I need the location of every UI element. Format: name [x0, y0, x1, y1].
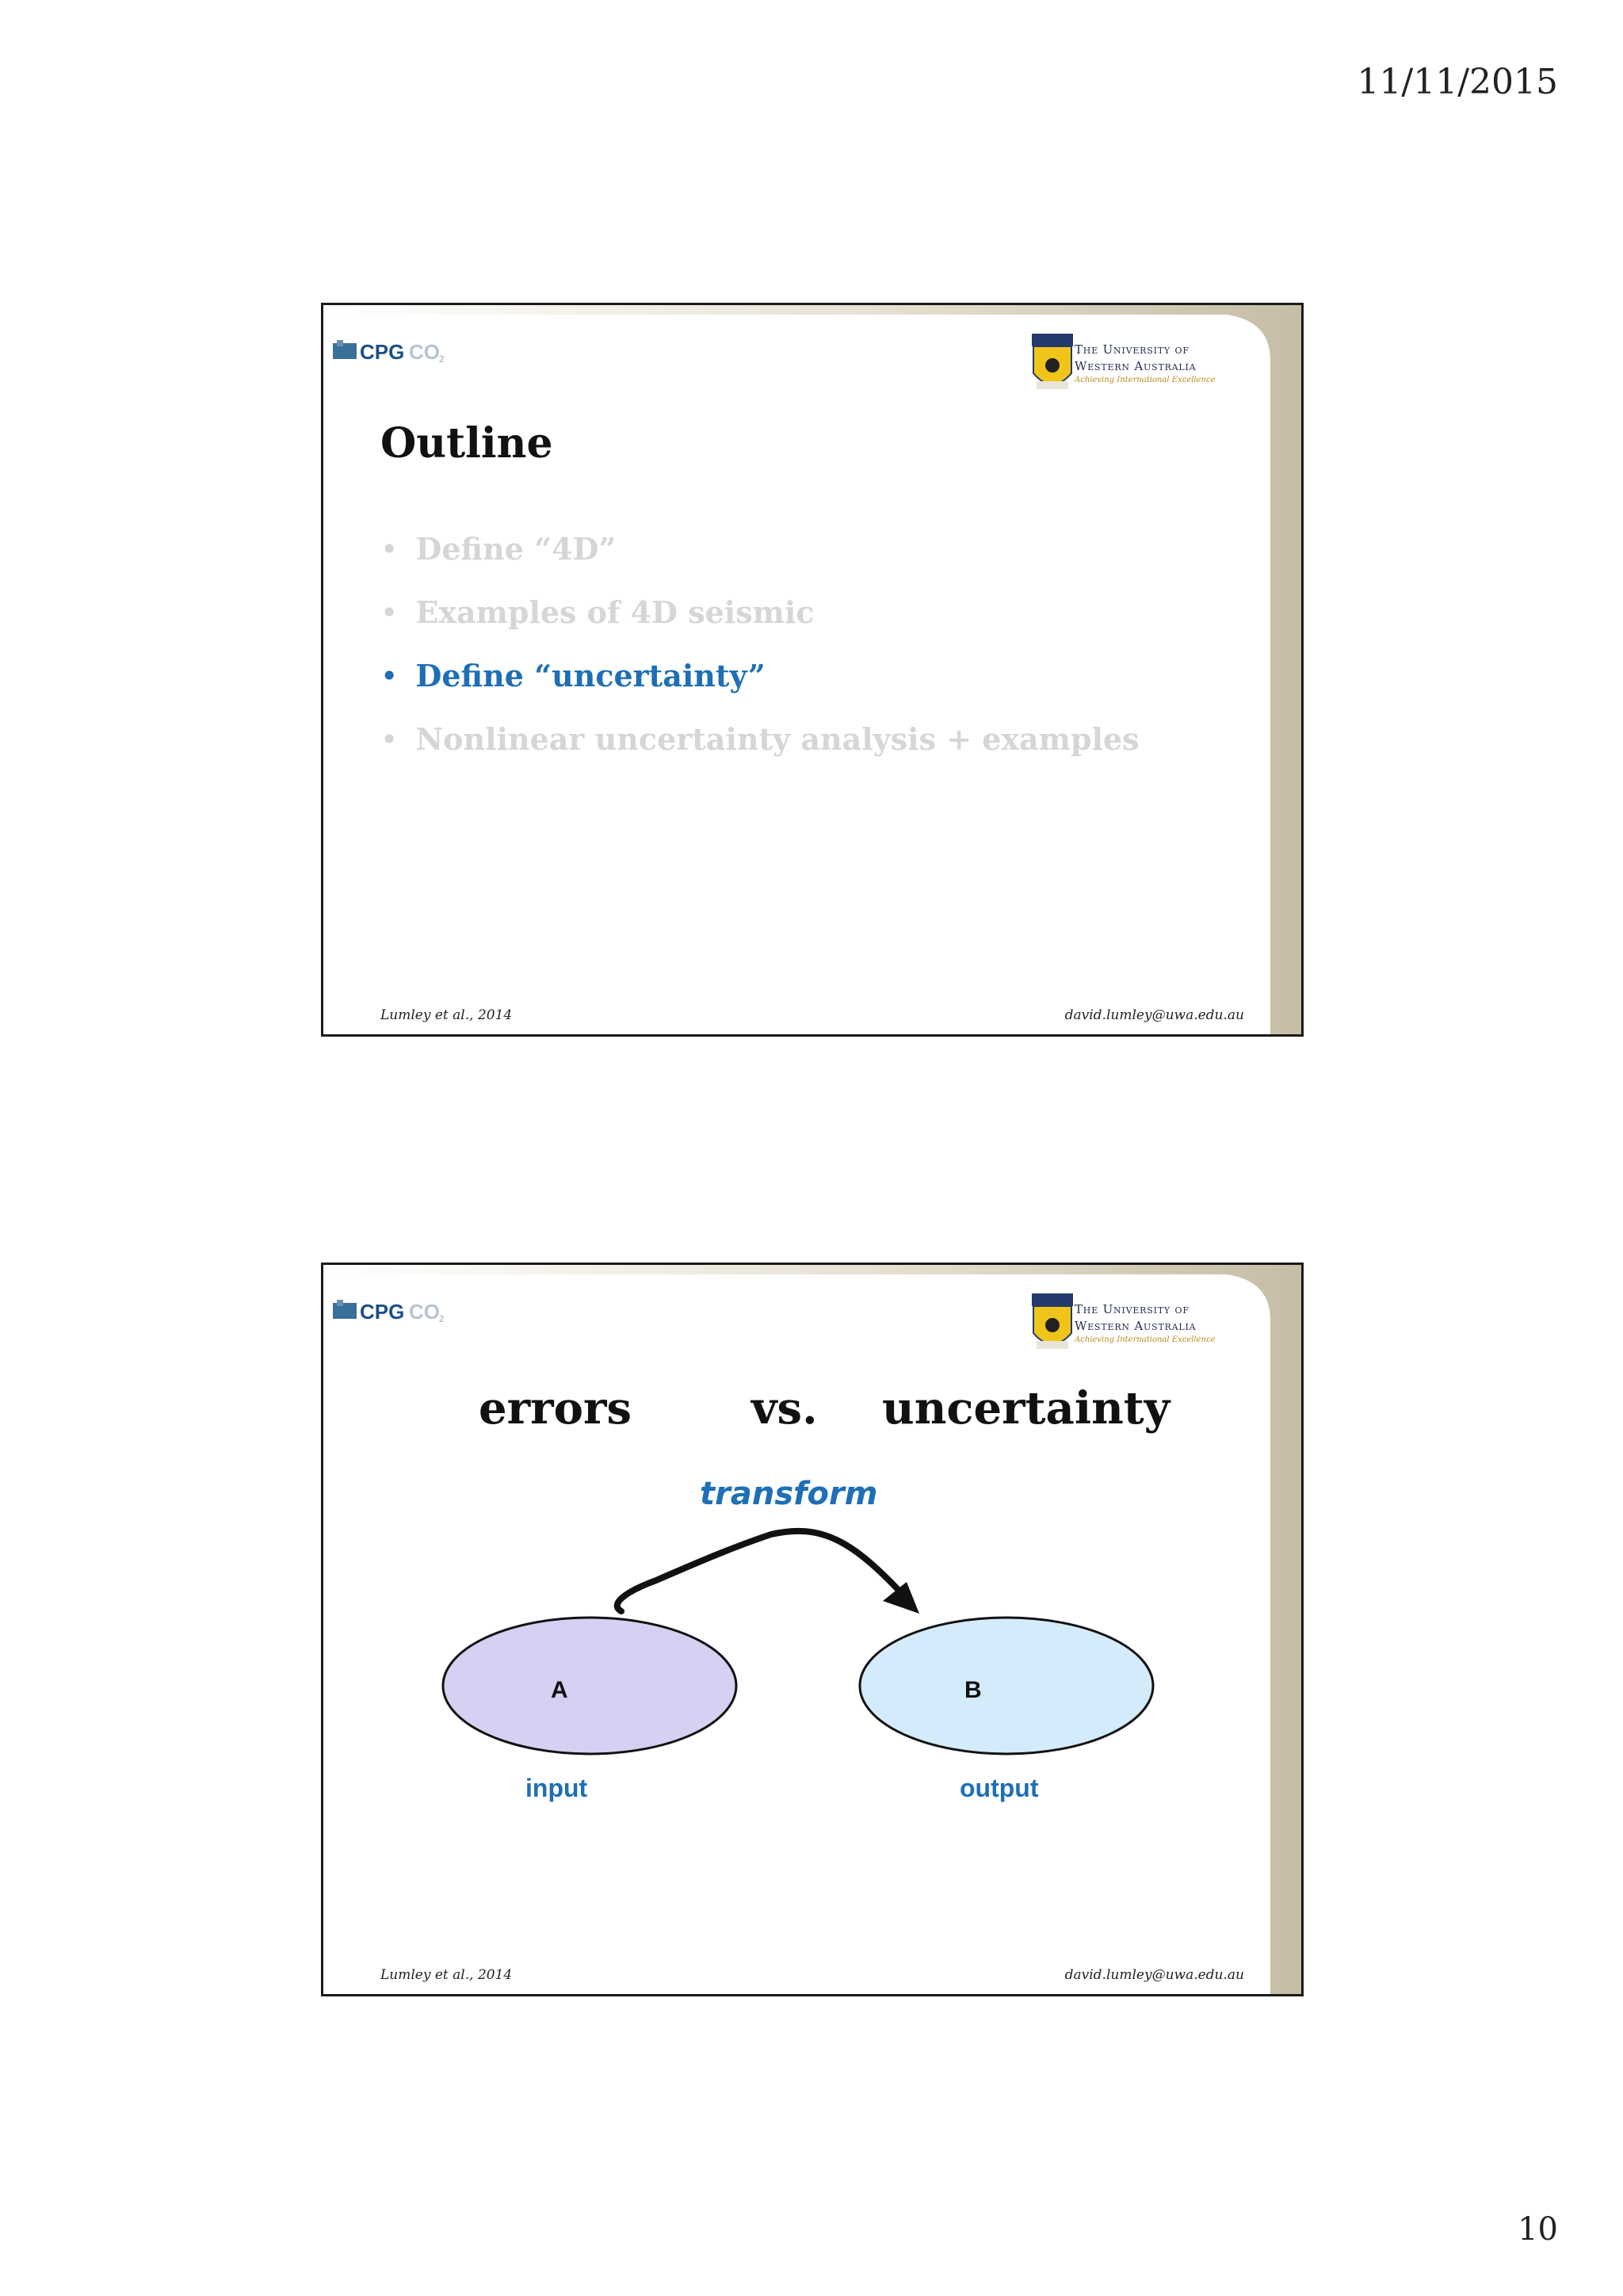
- input-caption: input: [525, 1774, 588, 1802]
- uwa-line2: Western Australia: [1075, 359, 1197, 373]
- uwa-tagline: Achieving International Excellence: [1075, 376, 1216, 384]
- footer-citation: Lumley et al., 2014: [380, 1967, 513, 1983]
- output-caption: output: [960, 1774, 1039, 1802]
- bullet-text: Examples of 4D seismic: [415, 594, 815, 630]
- transform-label: transform: [700, 1476, 878, 1512]
- uwa-line1: The University of: [1075, 1302, 1190, 1316]
- bullet-dot: •: [380, 532, 399, 567]
- slide-errors-vs-uncertainty: [321, 1263, 1304, 1996]
- bullet-dot: •: [380, 595, 399, 630]
- slide-outline: [321, 303, 1304, 1037]
- page-number: 10: [1518, 2211, 1558, 2248]
- uwa-wordmark: [1075, 342, 1216, 386]
- arrowhead-icon: [883, 1582, 919, 1614]
- bullet-item: [380, 708, 1140, 771]
- heading-vs: vs.: [751, 1382, 818, 1435]
- transform-arrow: [617, 1531, 906, 1611]
- node-b-label: B: [964, 1677, 982, 1703]
- transform-diagram: [323, 1265, 1301, 1994]
- svg-text:CPG: CPG: [360, 1300, 405, 1324]
- footer-email: david.lumley@uwa.edu.au: [1064, 1967, 1244, 1983]
- svg-text:CO: CO: [409, 340, 440, 364]
- heading-errors: errors: [479, 1382, 632, 1435]
- bullet-dot: •: [380, 722, 399, 757]
- page-date: 11/11/2015: [1357, 62, 1558, 102]
- heading-uncertainty: uncertainty: [882, 1382, 1170, 1435]
- uwa-line1: The University of: [1075, 342, 1190, 357]
- bullet-text: Define “uncertainty”: [415, 658, 766, 693]
- svg-text:2: 2: [439, 353, 445, 365]
- bullet-item-active: [380, 644, 1140, 708]
- node-b-ellipse: [860, 1618, 1153, 1754]
- bullet-text: Define “4D”: [415, 531, 617, 567]
- bullet-text: Nonlinear uncertainty analysis + examples: [415, 721, 1140, 757]
- footer-email: david.lumley@uwa.edu.au: [1064, 1007, 1244, 1023]
- node-a-ellipse: [443, 1618, 736, 1754]
- cpgco2-logo: [333, 335, 468, 367]
- bullet-item: [380, 581, 1140, 644]
- bullet-dot: •: [380, 659, 399, 693]
- svg-text:2: 2: [439, 1313, 445, 1324]
- uwa-tagline: Achieving International Excellence: [1075, 1335, 1216, 1344]
- bullet-item: [380, 518, 1140, 581]
- node-a-label: A: [551, 1677, 568, 1703]
- footer-citation: Lumley et al., 2014: [380, 1007, 513, 1023]
- slide-title: Outline: [380, 419, 553, 468]
- svg-text:CO: CO: [409, 1300, 440, 1324]
- outline-list: [380, 518, 1140, 771]
- uwa-line2: Western Australia: [1075, 1319, 1197, 1333]
- svg-text:CPG: CPG: [360, 340, 405, 364]
